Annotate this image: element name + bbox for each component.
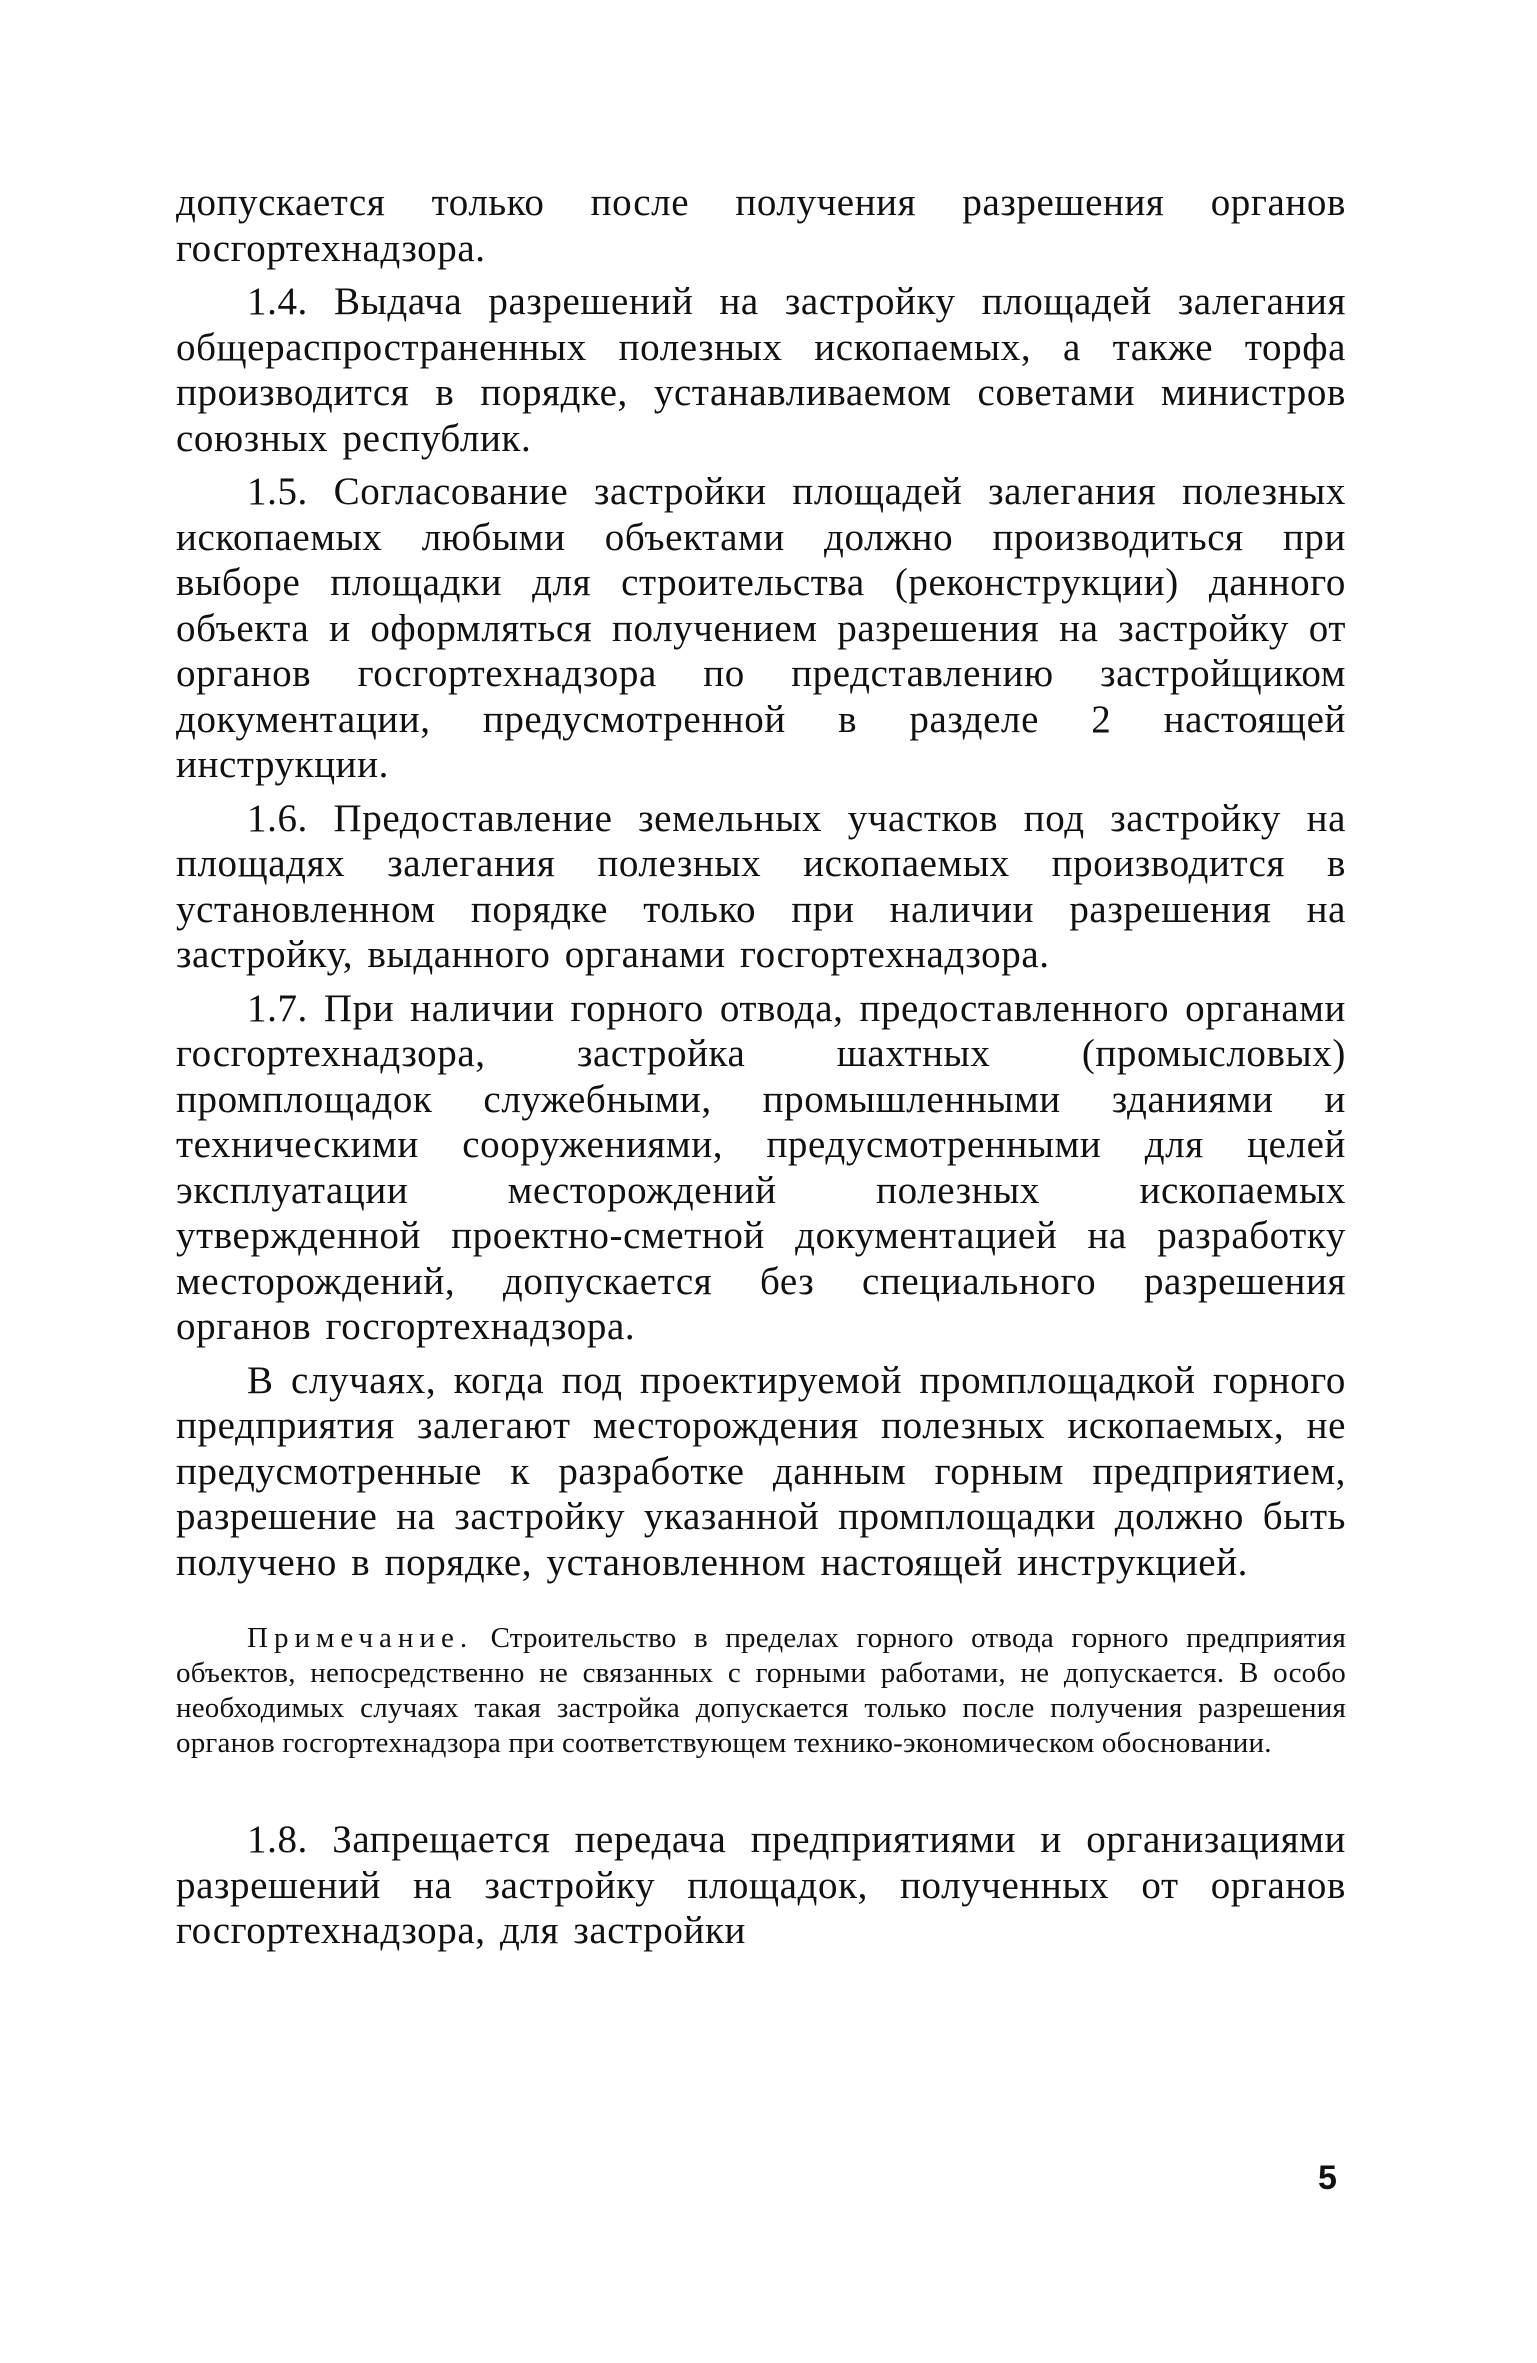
paragraph-1-4: 1.4. Выдача разрешений на застройку площадей залегания общераспространенных полезных ископаемых, а также торфа производится в порядке, устанавливаемом советами министров союзных республик. xyxy=(176,280,1346,460)
page-body xyxy=(176,180,1346,1954)
note-label: Примечание. xyxy=(247,1622,474,1654)
paragraph-1-7-cases: В случаях, когда под проектируемой промплощадкой горного предприятия залегают месторождения полезных ископаемых, не предусмотренные к разработке данным горным предприятием, разрешение на застройку указанной промплощадки должно быть получено в порядке, установленном настоящей инструкцией. xyxy=(176,1358,1346,1584)
note-text: Строительство в пределах горного отвода горного предприятия объектов, непосредственно не связанных с горными работами, не допускается. В особо необходимых случаях такая застройка допускается только после получения разрешения органов госгортехнадзора при соответствующем технико-экономическом обосновании. xyxy=(176,1622,1346,1759)
paragraph-1-8: 1.8. Запрещается передача предприятиями и организациями разрешений на застройку площадок, полученных от органов госгортехнадзора, для застройки xyxy=(176,1818,1346,1952)
note xyxy=(176,1621,1346,1761)
page-number: 5 xyxy=(1318,2159,1337,2197)
paragraph-1-5: 1.5. Согласование застройки площадей залегания полезных ископаемых любыми объектами должно производиться при выборе площадки для строительства (реконструкции) данного объекта и оформляться получением разрешения на застройку от органов госгортехнадзора по представлению застройщиком документации, предусмотренной в разделе 2 настоящей инструкции. xyxy=(176,470,1346,786)
paragraph-1-6: 1.6. Предоставление земельных участков под застройку на площадях залегания полезных ископаемых производится в установленном порядке только при наличии разрешения на застройку, выданного органами госгортехнадзора. xyxy=(176,796,1346,976)
paragraph-continuation: допускается только после получения разрешения органов госгортехнадзора. xyxy=(176,181,1346,270)
paragraph-1-7: 1.7. При наличии горного отвода, предоставленного органами госгортехнадзора, застройка шахтных (промысловых) промплощадок служебными, промышленными зданиями и техническими сооружениями, предусмотренными для целей эксплуатации месторождений полезных ископаемых утвержденной проектно-сметной документацией на разработку месторождений, допускается без специального разрешения органов госгортехнадзора. xyxy=(176,986,1346,1348)
